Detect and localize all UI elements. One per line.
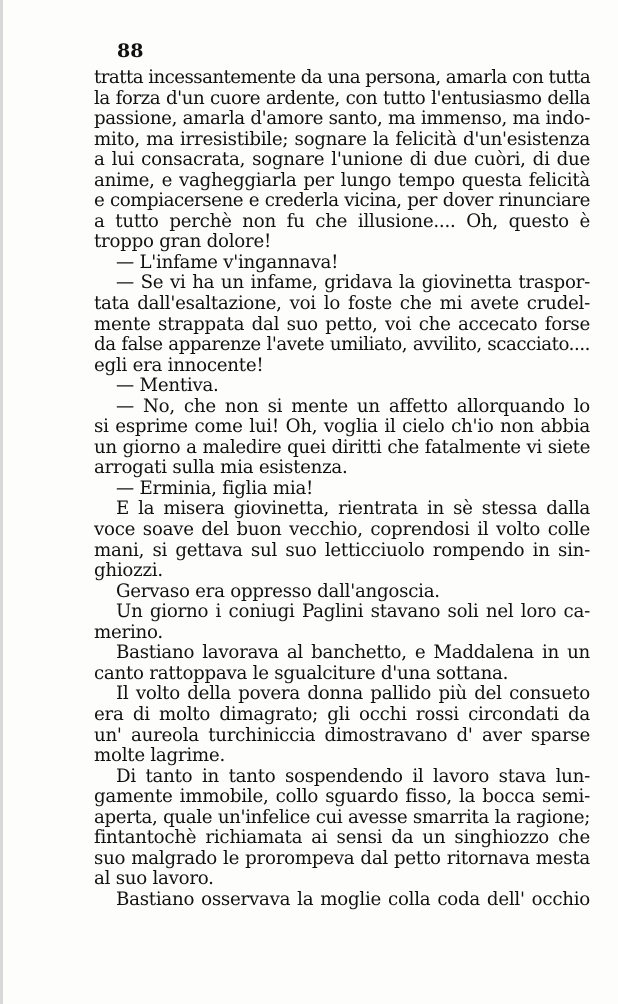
text-line: E la misera giovinetta, rientrata in sè stessa dalla xyxy=(116,498,590,520)
text-line: si esprime come lui! Oh, voglia il cielo ch'io non abbia xyxy=(94,416,590,438)
text-line: Bastiano osservava la moglie colla coda dell' occhio xyxy=(116,888,590,910)
page-edge-shadow xyxy=(0,0,3,1004)
text-line: da false apparenze l'avete umiliato, avvilito, scacciato.... xyxy=(94,334,590,356)
text-line: a tutto perchè non fu che illusione.... Oh, questo è xyxy=(94,210,590,232)
text-line: merino. xyxy=(94,621,163,643)
text-line: un' aureola turchiniccia dimostravano d' aver sparse xyxy=(94,724,590,746)
text-line: a lui consacrata, sognare l'unione di due cuòri, di due xyxy=(94,149,590,171)
text-line: — No, che non si mente un affetto allorquando lo xyxy=(116,395,590,417)
text-line: — Mentiva. xyxy=(116,375,219,397)
text-line: suo malgrado le prorompeva dal petto ritornava mesta xyxy=(94,847,590,869)
text-line: arrogati sulla mia esistenza. xyxy=(94,457,348,479)
text-line: gamente immobile, collo sguardo fisso, la bocca semi- xyxy=(94,786,590,808)
text-line: canto rattoppava le sgualciture d'una sottana. xyxy=(94,662,509,684)
text-line: Di tanto in tanto sospendendo il lavoro stava lun- xyxy=(116,765,590,787)
text-line: la forza d'un cuore ardente, con tutto l'entusiasmo della xyxy=(94,87,590,109)
text-line: fintantochè richiamata ai sensi da un singhiozzo che xyxy=(94,827,590,849)
text-line: — L'infame v'ingannava! xyxy=(116,251,339,273)
text-line: egli era innocente! xyxy=(94,354,264,376)
text-line: Bastiano lavorava al banchetto, e Maddalena in un xyxy=(116,642,590,664)
text-line: Gervaso era oppresso dall'angoscia. xyxy=(116,580,440,602)
text-line: molte lagrime. xyxy=(94,745,225,767)
text-line: troppo gran dolore! xyxy=(94,231,272,253)
text-line: tratta incessantemente da una persona, amarla con tutta xyxy=(94,67,591,88)
text-line: era di molto dimagrato; gli occhi rossi circondati da xyxy=(94,703,590,725)
text-line: — Se vi ha un infame, gridava la giovinetta traspor- xyxy=(116,272,590,294)
text-line: voce soave del buon vecchio, coprendosi il volto colle xyxy=(94,519,590,541)
text-line: aperta, quale un'infelice cui avesse smarrita la ragione; xyxy=(94,806,590,828)
text-line: — Erminia, figlia mia! xyxy=(116,477,314,499)
text-line: anime, e vagheggiarla per lungo tempo questa felicità xyxy=(94,169,590,191)
page-number: 88 xyxy=(117,40,144,62)
text-line: mani, si gettava sul suo letticciuolo rompendo in sin- xyxy=(94,539,590,561)
text-line: tata dall'esaltazione, voi lo foste che mi avete crudel- xyxy=(94,293,590,315)
text-line: ghiozzi. xyxy=(94,560,163,582)
body-text xyxy=(94,68,590,910)
text-line: Un giorno i coniugi Paglini stavano soli nel loro ca- xyxy=(116,601,590,623)
text-line: e compiacersene e crederla vicina, per dover rinunciare xyxy=(94,190,590,212)
text-line: Il volto della povera donna pallido più del consueto xyxy=(116,683,590,705)
text-line: al suo lavoro. xyxy=(94,868,214,890)
text-line: passione, amarla d'amore santo, ma immenso, ma indo- xyxy=(94,108,590,130)
text-line: mente strappata dal suo petto, voi che accecato forse xyxy=(94,313,590,335)
text-line: mito, ma irresistibile; sognare la felicità d'un'esistenza xyxy=(94,128,590,150)
text-line: un giorno a maledire quei diritti che fatalmente vi siete xyxy=(94,436,590,458)
